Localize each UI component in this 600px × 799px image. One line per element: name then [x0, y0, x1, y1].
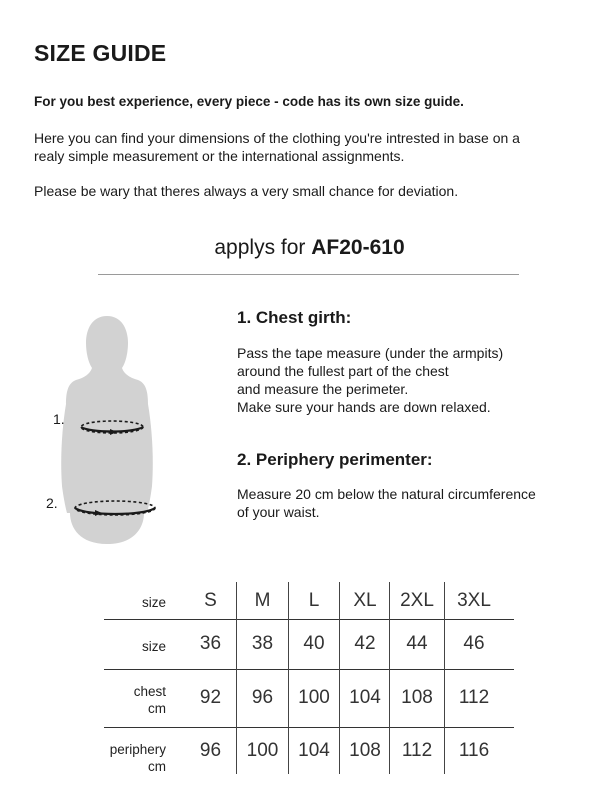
table-cell: 112 — [401, 739, 433, 761]
table-cell: 92 — [199, 687, 222, 708]
table-cell: 36 — [199, 633, 222, 654]
description-line: Make sure your hands are down relaxed. — [237, 399, 491, 415]
applies-heading — [0, 236, 600, 260]
table-cell: 104 — [349, 687, 381, 708]
deviation-note: Please be wary that theres always a very small chance for deviation. — [34, 183, 459, 199]
description-line: around the fullest part of the chest — [237, 363, 449, 379]
table-column-rule — [339, 582, 340, 774]
size-header: M — [254, 589, 271, 611]
periphery-marker-label: 2. — [46, 495, 58, 511]
lead-text: For you best experience, every piece - code has its own size guide. — [34, 94, 464, 109]
body-measurement-figure — [40, 308, 175, 551]
row-label-line: chest — [133, 684, 166, 699]
description-line: Pass the tape measure (under the armpits) — [237, 345, 504, 361]
body-silhouette — [61, 316, 153, 544]
table-column-rule — [444, 582, 445, 774]
description-line: and measure the perimeter. — [237, 381, 409, 397]
size-table — [104, 582, 514, 774]
row-label-size: size — [141, 639, 166, 654]
product-code: AF20-610 — [311, 236, 405, 259]
intro-paragraph — [34, 129, 574, 165]
table-column-rule — [236, 582, 237, 774]
row-label-periphery — [104, 741, 166, 775]
periphery-heading: 2. Periphery perimenter: — [237, 450, 433, 469]
table-cell: 38 — [251, 633, 274, 654]
divider — [98, 274, 519, 275]
description-line: of your waist. — [237, 504, 320, 520]
size-header: XL — [353, 589, 377, 611]
intro-line: Here you can find your dimensions of the clothing you're intrested in base on a — [34, 130, 520, 146]
table-cell: 112 — [458, 687, 490, 708]
table-cell: 96 — [251, 687, 274, 708]
table-cell: 108 — [401, 687, 433, 708]
applies-prefix: applys for — [214, 236, 312, 259]
table-cell: 116 — [458, 739, 490, 761]
table-column-rule — [389, 582, 390, 774]
intro-line: realy simple measurement or the international assignments. — [34, 148, 405, 164]
row-label-chest — [104, 683, 166, 717]
row-label-line: cm — [148, 759, 166, 774]
row-label-line: cm — [148, 701, 166, 716]
periphery-description — [237, 485, 577, 521]
table-cell: 100 — [246, 739, 279, 761]
description-line: Measure 20 cm below the natural circumference — [237, 486, 536, 502]
table-cell: 96 — [199, 739, 222, 761]
table-cell: 40 — [303, 633, 325, 654]
size-header: L — [308, 589, 320, 611]
table-cell: 42 — [354, 633, 376, 654]
page-title: SIZE GUIDE — [34, 40, 167, 66]
table-cell: 44 — [406, 633, 428, 654]
size-header: 3XL — [457, 589, 491, 611]
chest-girth-heading: 1. Chest girth: — [237, 308, 352, 327]
table-column-rule — [288, 582, 289, 774]
header-label: size — [141, 595, 166, 610]
table-cell: 100 — [298, 687, 330, 708]
table-cell: 46 — [463, 633, 485, 654]
size-header: S — [204, 589, 217, 611]
row-label-line: periphery — [109, 742, 166, 757]
chest-marker-label: 1. — [53, 411, 65, 427]
size-header: 2XL — [400, 589, 434, 611]
table-cell: 104 — [298, 739, 330, 761]
chest-girth-description — [237, 344, 577, 416]
table-cell: 108 — [349, 739, 381, 761]
